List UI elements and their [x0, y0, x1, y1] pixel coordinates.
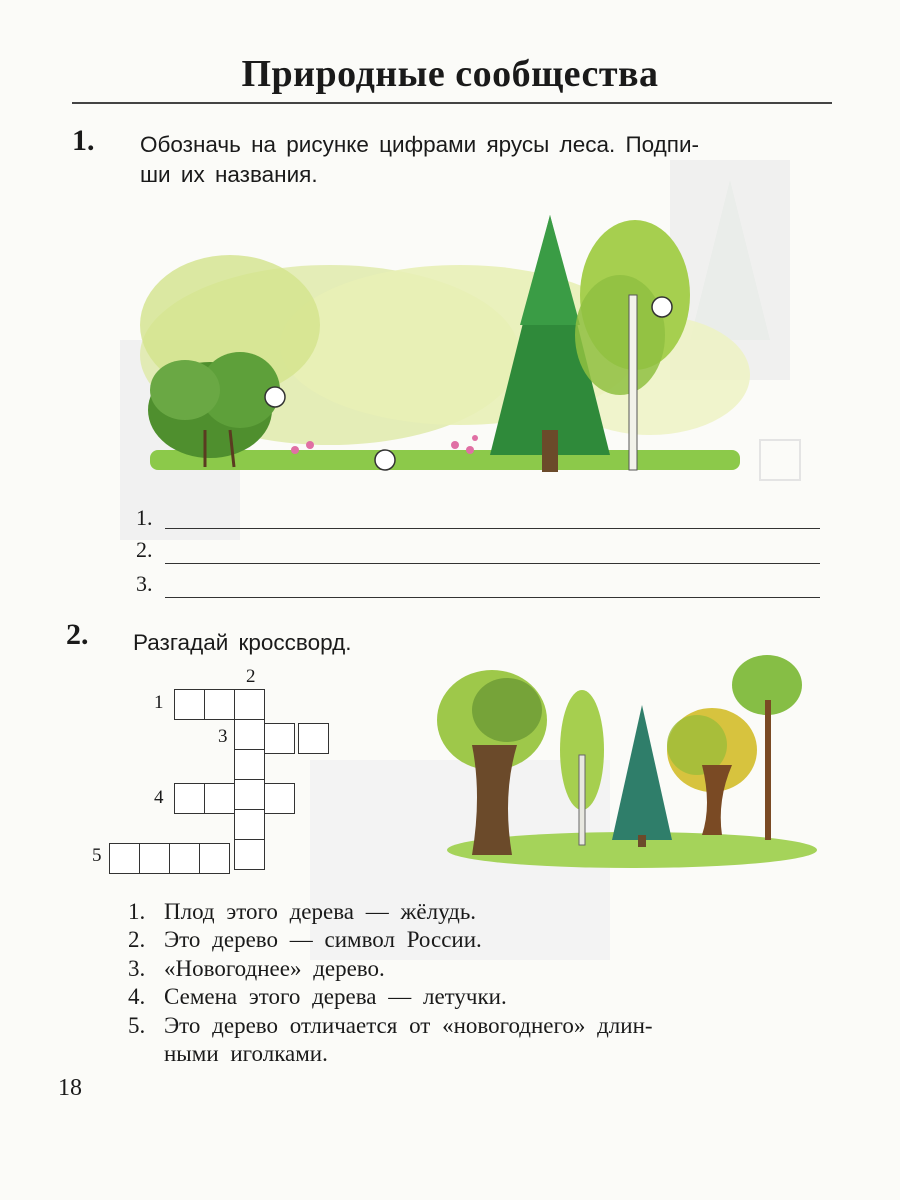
crossword-cell[interactable] [204, 783, 235, 814]
page-number: 18 [58, 1075, 82, 1101]
oak-icon [437, 670, 547, 855]
trees-illustration [432, 655, 822, 875]
crossword-cell[interactable] [139, 843, 170, 874]
bush-icon [148, 352, 280, 467]
layer-marker-grass [375, 450, 395, 470]
crossword-cell[interactable] [234, 809, 265, 840]
crossword-cell[interactable] [234, 749, 265, 780]
answer-line-3[interactable] [165, 597, 820, 598]
clue-4: 4. Семена этого дерева — летучки. [128, 984, 507, 1009]
spruce-small-icon [612, 705, 672, 847]
task-2-number: 2. [66, 618, 89, 651]
layer-marker-shrub [265, 387, 285, 407]
clue-5-continued: ными иголками. [164, 1041, 328, 1066]
clue-5: 5. Это дерево отличается от «новогоднего» длин- [128, 1013, 653, 1038]
crossword-cell[interactable] [234, 839, 265, 870]
answer-line-2[interactable] [165, 563, 820, 564]
task-2-text: Разгадай кроссворд. [133, 630, 352, 655]
crossword-cell[interactable] [204, 689, 235, 720]
birch-small-icon [560, 690, 604, 845]
clue-3: 3. «Новогоднее» дерево. [128, 956, 385, 981]
crossword-cell[interactable] [264, 723, 295, 754]
answer-number-3: 3. [136, 571, 153, 596]
crossword-number-2: 2 [246, 666, 256, 687]
crossword-cell[interactable] [234, 779, 265, 810]
title-divider [72, 102, 832, 104]
crossword-number-4: 4 [154, 787, 164, 808]
crossword-cell[interactable] [169, 843, 200, 874]
crossword-cell[interactable] [234, 719, 265, 750]
forest-layers-illustration [130, 205, 750, 480]
crossword-cell[interactable] [174, 783, 205, 814]
clue-2: 2. Это дерево — символ России. [128, 927, 482, 952]
answer-number-1: 1. [136, 505, 153, 530]
answer-number-2: 2. [136, 537, 153, 562]
task-1-number: 1. [72, 124, 95, 157]
page-title: Природные сообщества [241, 53, 659, 95]
crossword-number-5: 5 [92, 845, 102, 866]
maple-icon [667, 708, 757, 835]
crossword-cell[interactable] [109, 843, 140, 874]
crossword-cell[interactable] [199, 843, 230, 874]
answer-line-1[interactable] [165, 528, 820, 529]
bleed-through-shapes [110, 40, 810, 1040]
crossword-cell[interactable] [264, 783, 295, 814]
task-1-text-line-2: ши их названия. [140, 162, 318, 187]
task-1-text-line-1: Обозначь на рисунке цифрами ярусы леса. Подпи- [140, 132, 700, 157]
bleed-through-background [110, 40, 810, 1040]
crossword-cell[interactable] [174, 689, 205, 720]
crossword-number-1: 1 [154, 692, 164, 713]
crossword-number-3: 3 [218, 726, 228, 747]
crossword-cell[interactable] [298, 723, 329, 754]
clue-1: 1. Плод этого дерева — жёлудь. [128, 899, 477, 924]
layer-marker-tree [652, 297, 672, 317]
crossword-cell[interactable] [234, 689, 265, 720]
